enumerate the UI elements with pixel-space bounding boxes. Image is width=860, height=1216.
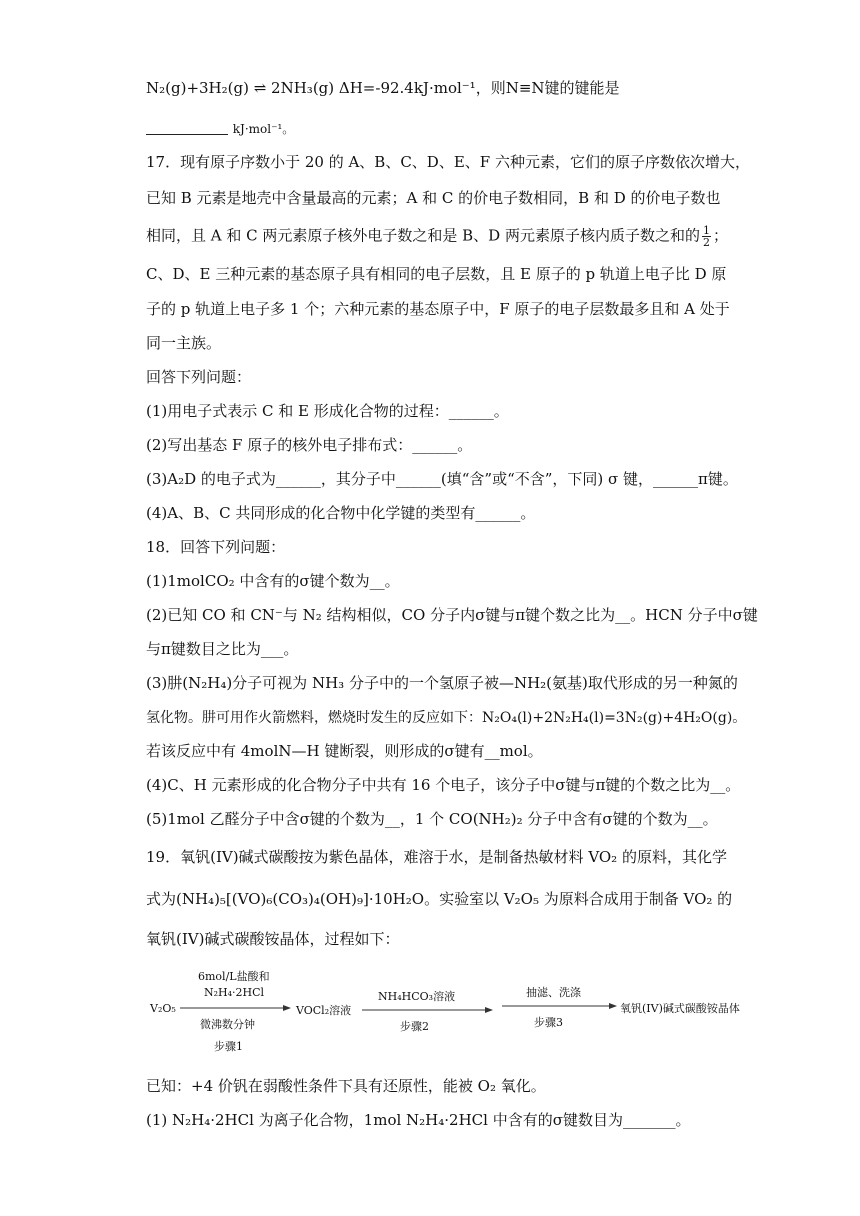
text: (1)用电子式表示 C 和 E 形成化合物的过程：______。 (146, 402, 509, 420)
question-18-part-2b (146, 639, 298, 659)
text: 氢化物。肼可用作火箭燃料，燃烧时发生的反应如下：N₂O₄(l)+2N₂H₄(l)=3N₂(g)+4H₂O(g)。 (146, 710, 747, 726)
question-17-line-1 (146, 152, 750, 172)
question-18-part-1 (146, 571, 400, 591)
question-17-part-2 (146, 435, 472, 455)
question-19-line-3 (146, 929, 399, 949)
text: C、D、E 三种元素的基态原子具有相同的电子层数，且 E 原子的 p 轨道上电子比 D 原 (146, 265, 727, 283)
text: 已知：+4 价钒在弱酸性条件下具有还原性，能被 O₂ 氧化。 (146, 1077, 546, 1095)
text: 子的 p 轨道上电子多 1 个；六种元素的基态原子中，F 原子的电子层数最多且和 A 处于 (146, 300, 730, 318)
text: 19．氧钒(IV)碱式碳酸按为紫色晶体，难溶于水，是制备热敏材料 VO₂ 的原料，其化学 (146, 848, 727, 866)
text: 已知 B 元素是地壳中含量最高的元素；A 和 C 的价电子数相同，B 和 D 的价电子数也 (146, 189, 721, 207)
text: (2)已知 CO 和 CN⁻与 N₂ 结构相似，CO 分子内σ键与π键个数之比为__。HCN 分子中σ键 (146, 606, 758, 624)
question-19-part-1 (146, 1110, 690, 1130)
question-18-part-3c (146, 741, 543, 761)
text: ； (712, 226, 728, 245)
question-17-line-2 (146, 188, 721, 208)
text: 式为(NH₄)₅[(VO)₆(CO₃)₄(OH)₉]·10H₂O。实验室以 V₂O₅ 为原料合成用于制备 VO₂ 的 (146, 890, 733, 908)
step3-label: 步骤3 (534, 1016, 563, 1029)
process-flow-diagram (146, 964, 786, 1056)
question-19-known (146, 1076, 546, 1096)
question-17-part-1 (146, 401, 509, 421)
text: (3)A₂D 的电子式为______，其分子中______(填“含”或“不含”，下同) σ 键，______π键。 (146, 470, 738, 488)
step2-label: 步骤2 (400, 1020, 429, 1033)
question-18-part-3b (146, 707, 746, 728)
step2-reagent: NH₄HCO₃溶液 (378, 990, 456, 1003)
text: 同一主族。 (146, 334, 222, 352)
answer-line (146, 118, 294, 139)
text: 17．现有原子序数小于 20 的 A、B、C、D、E、F 六种元素，它们的原子序数依次增大， (146, 153, 750, 171)
question-18-part-2a (146, 605, 758, 625)
flow-product: 氧钒(IV)碱式碳酸铵晶体 (620, 1002, 740, 1015)
question-19-line-2 (146, 889, 732, 909)
question-17-line-4 (146, 264, 726, 284)
question-17-prompt (146, 367, 251, 387)
unit-text: kJ·mol⁻¹。 (232, 122, 295, 136)
question-17-part-3 (146, 469, 738, 489)
answer-blank (146, 118, 228, 135)
text: 18．回答下列问题： (146, 538, 286, 556)
question-18-title (146, 537, 285, 557)
step1-reagent-2: N₂H₄·2HCl (204, 986, 265, 999)
fraction-half (702, 225, 711, 248)
text: (4)C、H 元素形成的化合物分子中共有 16 个电子，该分子中σ键与π键的个数之比为__。 (146, 776, 741, 794)
step1-condition: 微沸数分钟 (200, 1018, 255, 1031)
question-17-line-6 (146, 333, 221, 353)
text: (3)肼(N₂H₄)分子可视为 NH₃ 分子中的一个氢原子被—NH₂(氨基)取代形成的另一种氮的 (146, 674, 738, 692)
question-18-part-4 (146, 775, 740, 795)
text: (1) N₂H₄·2HCl 为离子化合物，1mol N₂H₄·2HCl 中含有的σ键数目为_______。 (146, 1111, 691, 1129)
text: (2)写出基态 F 原子的核外电子排布式：______。 (146, 436, 473, 454)
fraction-numerator: 1 (702, 224, 710, 237)
equation-line (146, 78, 620, 98)
fraction-denominator: 2 (702, 236, 710, 249)
text: 与π键数目之比为___。 (146, 640, 299, 658)
flow-intermediate: VOCl₂溶液 (296, 1004, 352, 1017)
text: 氧钒(IV)碱式碳酸铵晶体，过程如下： (146, 930, 400, 948)
question-18-part-3a (146, 673, 738, 693)
step3-operation: 抽滤、洗涤 (526, 986, 581, 999)
step1-reagent-1: 6mol/L盐酸和 (198, 970, 270, 983)
question-18-part-5 (146, 809, 718, 829)
text: (5)1mol 乙醛分子中含σ键的个数为__，1 个 CO(NH₂)₂ 分子中含有σ键的个数为__。 (146, 810, 718, 828)
text: 回答下列问题： (146, 368, 252, 386)
question-17-part-4 (146, 503, 535, 523)
text: (1)1molCO₂ 中含有的σ键个数为__。 (146, 572, 400, 590)
step1-label: 步骤1 (214, 1040, 243, 1053)
equation-text: N₂(g)+3H₂(g) ⇌ 2NH₃(g) ΔH=-92.4kJ·mol⁻¹，则N≡N键的键能是 (146, 79, 620, 97)
question-17-line-5 (146, 299, 730, 319)
text: 相同，且 A 和 C 两元素原子核外电子数之和是 B、D 两元素原子核内质子数之和的 (146, 226, 700, 245)
question-17-line-3 (146, 225, 728, 248)
text: 若该反应中有 4molN—H 键断裂，则形成的σ键有__mol。 (146, 742, 543, 760)
question-19-line-1 (146, 847, 727, 867)
flow-start: V₂O₅ (150, 1002, 176, 1015)
text: (4)A、B、C 共同形成的化合物中化学键的类型有______。 (146, 504, 536, 522)
